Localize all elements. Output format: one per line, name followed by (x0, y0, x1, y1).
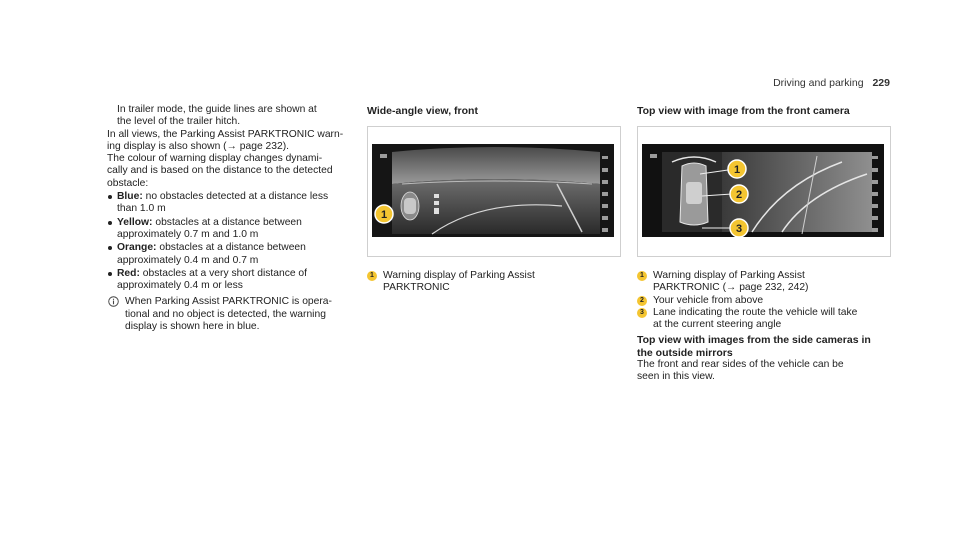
tip-note: When Parking Assist PARKTRONIC is opera- tional and no object is detected, the warning display is shown here in blue. (107, 296, 352, 333)
page-number: 229 (872, 77, 890, 89)
info-circle-icon (108, 296, 119, 307)
figure-top-view (637, 126, 891, 257)
running-header (773, 77, 890, 89)
svg-text:3: 3 (735, 223, 743, 235)
camera-screen (372, 144, 614, 237)
colour-paragraph: The colour of warning display changes dynami- cally and is based on the distance to the detected obstacle: (107, 153, 333, 189)
list-item: Yellow: obstacles at a distance between approximately 0.7 m and 1.0 m (107, 217, 352, 242)
wide-angle-camera-image (372, 144, 614, 237)
colour-list (107, 191, 352, 292)
callout-2 (730, 185, 748, 203)
svg-text:1: 1 (733, 164, 741, 176)
trailer-note: In trailer mode, the guide lines are shown at the level of the trailer hitch. (117, 104, 317, 128)
callout-number: 1 (367, 271, 377, 281)
list-item: Blue: no obstacles detected at a distance less than 1.0 m (107, 191, 352, 216)
list-item: 2 Your vehicle from above (637, 295, 897, 307)
svg-text:1: 1 (380, 209, 388, 221)
list-item: 1 Warning display of Parking Assist PARKTRONIC (→ page 232, 242) (637, 270, 897, 295)
callout-1 (375, 205, 393, 223)
callout-number: 1 (637, 271, 647, 281)
list-item: Red: obstacles at a very short distance of approximately 0.4 m or less (107, 268, 352, 293)
svg-text:2: 2 (735, 189, 743, 201)
callout-number: 3 (637, 308, 647, 318)
callout-3 (730, 219, 748, 237)
section-heading-side-cameras: Top view with images from the side cameras in the outside mirrors (637, 334, 871, 359)
figure-caption-wide-angle: 1 Warning display of Parking Assist PARKTRONIC (367, 270, 628, 295)
list-item: 3 Lane indicating the route the vehicle will take at the current steering angle (637, 307, 897, 332)
section-heading-top-view: Top view with image from the front camera (637, 105, 850, 117)
text-column-left (107, 104, 352, 333)
section-heading-wide-angle: Wide-angle view, front (367, 105, 478, 117)
section-title: Driving and parking (773, 77, 864, 89)
top-view-camera-image (642, 144, 884, 237)
parktronic-paragraph: In all views, the Parking Assist PARKTRONIC warn- ing display is also shown (→ page 232). (107, 128, 344, 152)
side-cameras-paragraph: The front and rear sides of the vehicle can be seen in this view. (637, 359, 844, 383)
callout-number: 2 (637, 296, 647, 306)
figure-caption-top-view (637, 270, 897, 384)
list-item: Orange: obstacles at a distance between approximately 0.4 m and 0.7 m (107, 242, 352, 267)
figure-wide-angle-view (367, 126, 621, 257)
camera-screen (642, 144, 884, 237)
callout-1 (728, 160, 746, 178)
